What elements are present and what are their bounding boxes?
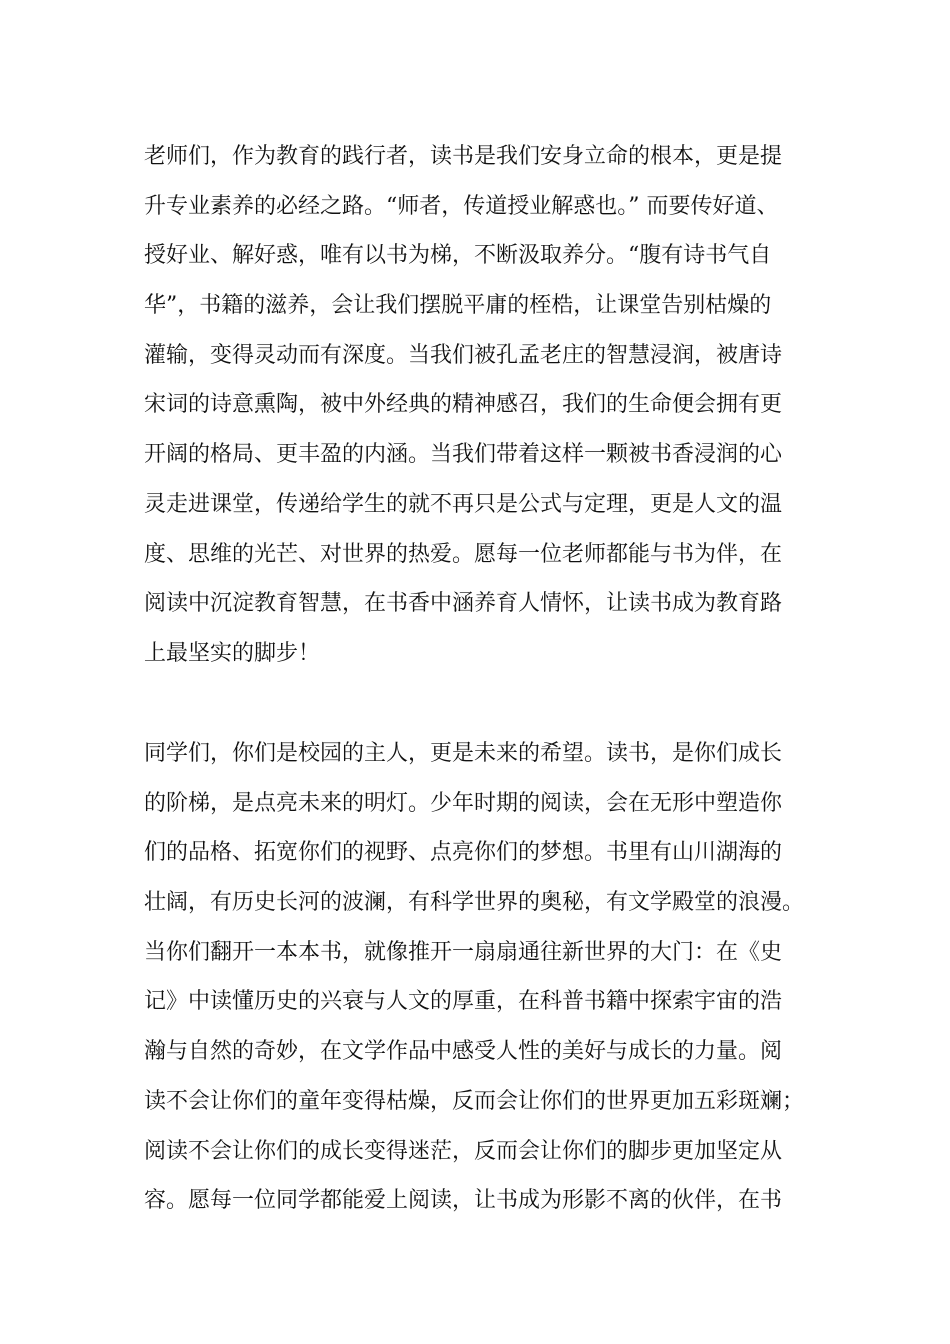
text-line: 的阶梯，是点亮未来的明灯。少年时期的阅读，会在无形中塑造你 — [144, 790, 783, 816]
text-line: 壮阔，有历史长河的波澜，有科学世界的奥秘，有文学殿堂的浪漫。 — [144, 890, 805, 916]
text-line: 灌输，变得灵动而有深度。当我们被孔孟老庄的智慧浸润，被唐诗 — [144, 342, 783, 368]
text-line: 瀚与自然的奇妙，在文学作品中感受人性的美好与成长的力量。阅 — [144, 1039, 783, 1065]
text-line: 开阔的格局、更丰盈的内涵。当我们带着这样一颗被书香浸润的心 — [144, 442, 783, 468]
text-line: 阅读不会让你们的成长变得迷茫，反而会让你们的脚步更加坚定从 — [144, 1138, 783, 1164]
text-line: 老师们，作为教育的践行者，读书是我们安身立命的根本，更是提 — [144, 144, 783, 169]
paragraph-teachers — [144, 132, 782, 679]
text-line: 读不会让你们的童年变得枯燥，反而会让你们的世界更加五彩斑斓； — [144, 1088, 805, 1114]
text-line: 宋词的诗意熏陶，被中外经典的精神感召，我们的生命便会拥有更 — [144, 392, 783, 418]
text-line: 同学们，你们是校园的主人，更是未来的希望。读书，是你们成长 — [144, 741, 783, 766]
text-line: 华”，书籍的滋养，会让我们摆脱平庸的桎梏，让课堂告别枯燥的 — [144, 293, 772, 319]
text-line: 度、思维的光芒、对世界的热爱。愿每一位老师都能与书为伴，在 — [144, 541, 783, 567]
text-line: 记》中读懂历史的兴衰与人文的厚重，在科普书籍中探索宇宙的浩 — [144, 989, 783, 1015]
paragraph-students — [144, 729, 804, 1226]
text-line: 授好业、解好惑，唯有以书为梯，不断汲取养分。“腹有诗书气自 — [144, 243, 772, 269]
text-line: 灵走进课堂，传递给学生的就不再只是公式与定理，更是人文的温 — [144, 491, 783, 517]
text-line: 升专业素养的必经之路。“师者，传道授业解惑也。” 而要传好道、 — [144, 193, 779, 219]
text-line: 上最坚实的脚步！ — [144, 640, 321, 666]
text-line: 容。愿每一位同学都能爱上阅读，让书成为形影不离的伙伴，在书 — [144, 1188, 783, 1214]
text-line: 当你们翻开一本本书，就像推开一扇扇通往新世界的大门：在《史 — [144, 939, 783, 965]
text-line: 阅读中沉淀教育智慧，在书香中涵养育人情怀，让读书成为教育路 — [144, 591, 783, 617]
text-line: 们的品格、拓宽你们的视野、点亮你们的梦想。书里有山川湖海的 — [144, 840, 783, 866]
